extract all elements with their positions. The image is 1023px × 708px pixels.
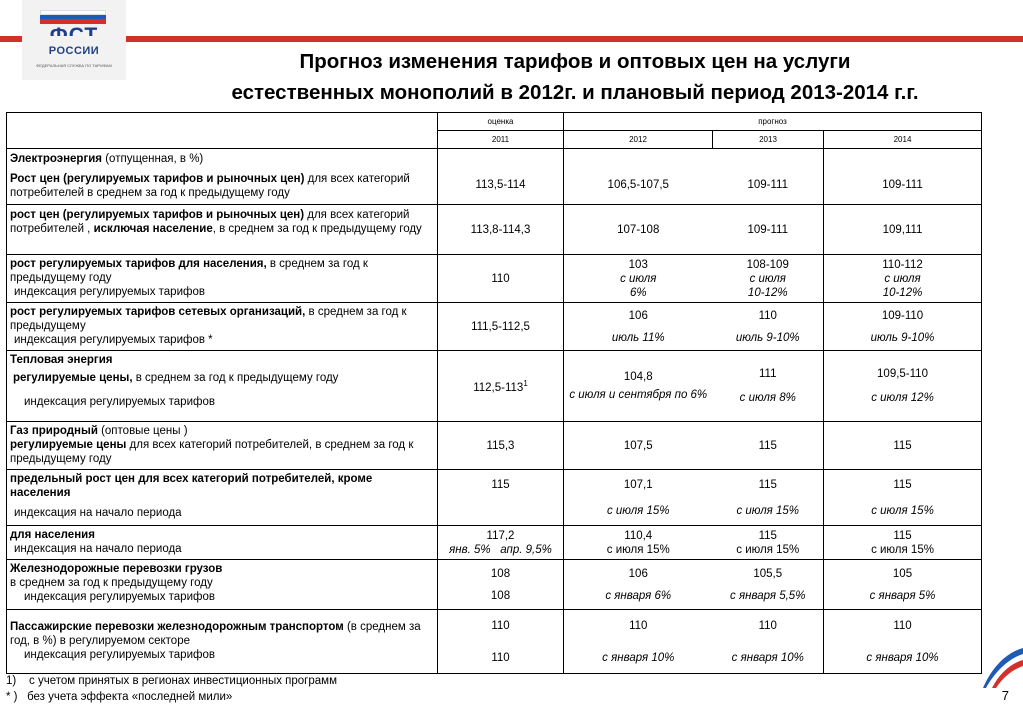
footnote-1: 1) с учетом принятых в регионах инвестиционных программ — [6, 675, 337, 687]
cell-index: с июля 8% — [739, 392, 796, 404]
header-estimate: оценка — [438, 113, 564, 131]
cell-2013: 115 — [713, 422, 824, 470]
section-title: Железнодорожные перевозки грузов — [10, 563, 223, 575]
cell-note: с июля — [884, 272, 921, 285]
row-label-heat — [7, 351, 438, 422]
row-sublabel: индексация регулируемых тарифов — [14, 286, 205, 298]
section-title-rest: (отпущенная, в %) — [102, 153, 204, 165]
cell-2013 — [713, 303, 824, 351]
tariff-forecast-table — [6, 112, 982, 674]
cell-2013 — [713, 526, 824, 560]
cell-index: с января 10% — [602, 651, 675, 664]
row-label-bold: Рост цен (регулируемых тарифов и рыночных цен) — [10, 173, 305, 185]
row-label — [7, 470, 438, 526]
cell-value: 104,8 — [623, 371, 653, 383]
section-title: Газ природный — [10, 425, 98, 437]
cell-value: 115 — [893, 529, 912, 542]
cell-value: 103 — [628, 258, 648, 271]
row-label-rail-passenger — [7, 610, 438, 674]
cell-2011: 111,5-112,5 — [438, 303, 564, 351]
cell-index: с января 5% — [869, 589, 936, 602]
row-label-text: в среднем за год к предыдущему году — [10, 577, 213, 589]
header-year-2013: 2013 — [713, 131, 824, 149]
cell-2012: 106,5-107,5 — [564, 149, 713, 205]
row-label — [7, 255, 438, 303]
cell-2014 — [824, 255, 982, 303]
cell-index: с июля 15% — [736, 504, 800, 517]
cell-2013 — [713, 351, 824, 422]
row-sublabel: индексация регулируемых тарифов — [24, 649, 215, 661]
cell-index: 108 — [490, 589, 511, 602]
cell-value: 110 — [758, 309, 777, 322]
table-row — [7, 255, 982, 303]
cell-2012 — [564, 610, 713, 674]
row-label-rail-freight — [7, 560, 438, 610]
cell-index: 110 — [491, 651, 510, 664]
cell-note: с июля — [749, 272, 786, 285]
header-year-2014: 2014 — [824, 131, 982, 149]
row-label — [7, 526, 438, 560]
cell-index: 10-12% — [882, 286, 923, 299]
page-number: 7 — [1001, 688, 1009, 703]
table-row — [7, 526, 982, 560]
table-row — [7, 303, 982, 351]
row-label-bold-2: исключая население — [93, 223, 213, 235]
cell-value: 106 — [628, 309, 648, 322]
cell-2012 — [564, 255, 713, 303]
row-sublabel: индексация на начало периода — [14, 507, 182, 519]
cell-index: с января 6% — [605, 589, 672, 602]
cell-value: 110 — [629, 619, 648, 632]
row-label-text: (в среднем за год, в %) в регулируемом секторе — [10, 621, 421, 647]
cell-2014 — [824, 470, 982, 526]
row-label-electricity — [7, 149, 438, 205]
cell-value: 108-109 — [746, 258, 789, 271]
cell-2014: 115 — [824, 422, 982, 470]
section-title: Пассажирские перевозки железнодорожным транспортом — [10, 621, 344, 633]
cell-value: 109,5-110 — [877, 368, 928, 380]
table-row — [7, 205, 982, 255]
row-label-text: для всех категорий потребителей , — [10, 209, 410, 235]
cell-2012 — [564, 526, 713, 560]
cell-index: июль 11% — [611, 331, 665, 344]
cell-value: 110 — [758, 619, 777, 632]
page-title-line-2: естественных монополий в 2012г. и плановый период 2013-2014 г.г. — [231, 81, 919, 104]
row-sublabel: индексация регулируемых тарифов * — [14, 334, 213, 346]
cell-2014 — [824, 303, 982, 351]
cell-2012 — [564, 470, 713, 526]
row-label-bold: для населения — [10, 529, 95, 541]
cell-2013 — [713, 255, 824, 303]
header-blank-cell — [7, 113, 438, 149]
cell-2011: 110 — [438, 255, 564, 303]
row-label — [7, 303, 438, 351]
russian-flag-icon — [40, 10, 106, 24]
cell-index: июль 9-10% — [870, 331, 935, 344]
cell-value: 112,5-113 — [473, 381, 524, 394]
cell-value: 115 — [893, 478, 912, 491]
cell-value: 106 — [628, 567, 648, 580]
row-label-text: для всех категорий потребителей, в среднем за год к предыдущему году — [10, 439, 414, 465]
cell-value: 107,1 — [623, 478, 653, 491]
cell-2014: 109,111 — [824, 205, 982, 255]
header-red-bar — [0, 36, 1023, 42]
cell-index: июль 9-10% — [735, 331, 800, 344]
cell-index: янв. 5% апр. 9,5% — [449, 543, 552, 556]
cell-2014 — [824, 610, 982, 674]
cell-value: 110,4 — [624, 529, 653, 542]
cell-index: с июля 15% — [871, 543, 934, 556]
cell-value: 108 — [490, 567, 511, 580]
row-label-bold: рост цен (регулируемых тарифов и рыночных цен) — [10, 209, 305, 221]
cell-index: с июля 15% — [606, 543, 670, 556]
row-sublabel: индексация регулируемых тарифов — [24, 591, 215, 603]
cell-note: с июля — [620, 272, 657, 285]
cell-value: 117,2 — [486, 529, 515, 542]
cell-value: 105,5 — [753, 567, 783, 580]
row-label-bold: рост регулируемых тарифов сетевых организаций, — [10, 306, 306, 318]
row-label-text: в среднем за год к предыдущему году — [10, 258, 368, 284]
row-label-bold: регулируемые цены, — [13, 372, 133, 384]
row-label-gas — [7, 422, 438, 470]
cell-2012 — [564, 351, 713, 422]
cell-value: 110 — [491, 619, 510, 632]
cell-index: с января 10% — [731, 651, 804, 664]
cell-value: 110-112 — [882, 258, 923, 271]
cell-value: 111 — [759, 368, 777, 380]
cell-index: с июля 12% — [871, 392, 934, 404]
cell-2011 — [438, 351, 564, 422]
row-sublabel: индексация на начало периода — [14, 543, 182, 555]
table-row — [7, 149, 982, 205]
cell-index: с июля 15% — [736, 543, 800, 556]
cell-index: 10-12% — [747, 286, 788, 299]
table-header-row-1 — [7, 113, 982, 131]
cell-2012: 107,5 — [564, 422, 713, 470]
cell-2011 — [438, 560, 564, 610]
row-label-bold: рост регулируемых тарифов для населения, — [10, 258, 267, 270]
cell-2011: 115 — [438, 470, 564, 526]
cell-2011: 113,5-114 — [438, 149, 564, 205]
cell-2014 — [824, 351, 982, 422]
cell-2014: 109-111 — [824, 149, 982, 205]
cell-2011: 113,8-114,3 — [438, 205, 564, 255]
cell-2013: 109-111 — [713, 149, 824, 205]
cell-index: с июля 15% — [606, 504, 670, 517]
section-title-rest: (оптовые цены ) — [97, 425, 188, 437]
cell-value: 109-110 — [881, 309, 924, 322]
cell-index: с июля 15% — [871, 504, 934, 517]
table-row — [7, 351, 982, 422]
row-label-text: в среднем за год к предыдущему — [10, 306, 407, 332]
cell-2013: 109-111 — [713, 205, 824, 255]
cell-2012 — [564, 560, 713, 610]
row-sublabel: индексация регулируемых тарифов — [24, 396, 215, 408]
page-title-line-1: Прогноз изменения тарифов и оптовых цен на услуги — [299, 50, 851, 73]
row-label — [7, 205, 438, 255]
footnote-2: * ) без учета эффекта «последней мили» — [6, 691, 233, 703]
footnote-marker: 1 — [523, 379, 528, 389]
cell-index: с июля и сентября по 6% — [569, 389, 708, 401]
decorative-swoosh-icon — [978, 630, 1023, 690]
table-row — [7, 470, 982, 526]
cell-index: с января 5,5% — [730, 589, 806, 602]
cell-index: с января 10% — [866, 651, 939, 664]
row-label-text-2: , в среднем за год к предыдущему году — [212, 223, 422, 235]
cell-value: 115 — [758, 529, 777, 542]
cell-2012 — [564, 303, 713, 351]
table-row — [7, 560, 982, 610]
cell-2013 — [713, 560, 824, 610]
cell-2011 — [438, 526, 564, 560]
logo-tagline: ФЕДЕРАЛЬНАЯ СЛУЖБА ПО ТАРИФАМ — [36, 63, 112, 68]
row-label-text: для всех категорий потребителей в среднем за год к предыдущему году — [10, 173, 410, 199]
cell-2011 — [438, 610, 564, 674]
cell-value: 105 — [892, 567, 913, 580]
row-label-text: в среднем за год к предыдущему году — [132, 372, 339, 384]
cell-2013 — [713, 610, 824, 674]
cell-2011: 115,3 — [438, 422, 564, 470]
cell-index: 6% — [629, 286, 647, 299]
cell-2013 — [713, 470, 824, 526]
cell-value: 115 — [758, 478, 777, 491]
cell-2012: 107-108 — [564, 205, 713, 255]
table-row — [7, 422, 982, 470]
row-label-bold: регулируемые цены — [10, 439, 127, 451]
header-year-2011: 2011 — [438, 131, 564, 149]
row-label-bold: предельный рост цен для всех категорий потребителей, кроме населения — [10, 473, 373, 499]
section-title: Электроэнергия — [10, 153, 103, 165]
cell-value: 110 — [893, 619, 912, 632]
cell-2014 — [824, 526, 982, 560]
logo-sub-text: РОССИИ — [48, 45, 100, 57]
cell-2014 — [824, 560, 982, 610]
section-title: Тепловая энергия — [10, 354, 113, 366]
header-year-2012: 2012 — [564, 131, 713, 149]
table-row — [7, 610, 982, 674]
header-forecast: прогноз — [564, 113, 982, 131]
